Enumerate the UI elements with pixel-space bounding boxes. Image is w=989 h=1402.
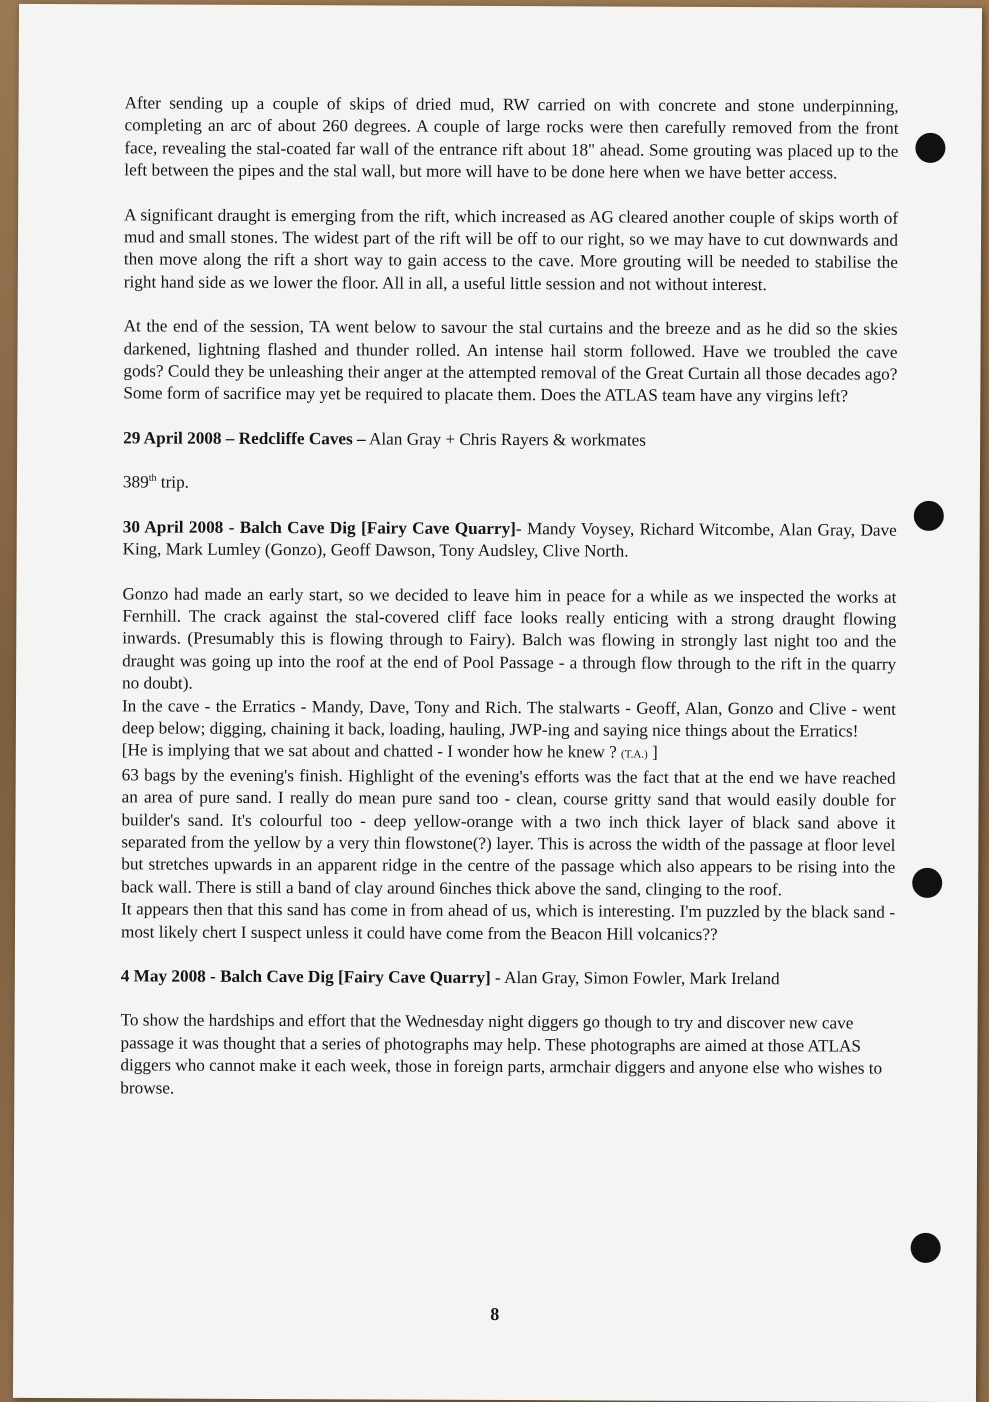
paragraph: [He is implying that we sat about and chatted - I wonder how he knew ? (T.A.) ] [121,740,658,763]
entry-people: Alan Gray + Chris Rayers & workmates [365,429,647,450]
punch-hole [912,868,942,898]
entry-heading-line [123,427,897,453]
paragraph: A significant draught is emerging from the rift, which increased as AG cleared another couple of skips worth of mud and small stones. The widest part of the rift will be off to our right, so we may have to cut downwards and then move along the rift a short way to gain access to the cave. More grouting will be needed to stabilise the right hand side as we lower the floor. All in all, a useful little session and not without interest. [123,204,899,295]
entry-people: - Mandy Voysey, Richard Witcombe, Alan Gray, Dave King, Mark Lumley (Gonzo), Geoff Dawson, Tony Audsley, Clive North. [122,518,897,561]
document-page [13,4,982,1402]
entry-heading: 29 April 2008 – Redcliffe Caves – [123,428,366,449]
paragraph: To show the hardships and effort that the Wednesday night diggers go though to try and discover new cave passage it was thought that a series of photographs may help. These photographs are aimed at those ATLAS diggers who cannot make it each week, those in foreign parts, armchair diggers and anyone else who wishes to browse. [120,1010,883,1098]
initials: (T.A.) [621,748,648,761]
document-body [120,92,898,1124]
entry-heading-line [121,965,895,991]
entry-heading: 30 April 2008 - Balch Cave Dig [Fairy Cave Quarry] [122,517,516,538]
punch-hole [911,1233,941,1263]
page-number: 8 [490,1303,500,1325]
paragraph: After sending up a couple of skips of dried mud, RW carried on with concrete and stone underpinning, completing an arc of about 260 degrees. A couple of large rocks were then carefully removed from the front face, revealing the stal-coated far wall of the entrance rift about 18" ahead. Some grouting was placed up to the left between the pipes and the stal wall, but more will have to be done here when we have better access. [124,93,899,183]
entry-people: - Alan Gray, Simon Fowler, Mark Ireland [490,967,780,989]
paragraph: Gonzo had made an early start, so we decided to leave him in peace for a while as we inspected the works at Fernhill. The crack against the stal-covered cliff face looks really enticing with a strong draught flowing inwards. (Presumably this is flowing through to Fairy). Balch was flowing in strongly last night too and the draught was going up into the roof at the end of Pool Passage - a through flow through to the rift in the quarry no doubt). [122,583,897,693]
entry-heading: 4 May 2008 - Balch Cave Dig [Fairy Cave Quarry] [120,966,491,987]
entry-heading-line [123,516,897,564]
paragraph: At the end of the session, TA went below to savour the stal curtains and the breeze and as he did so the skies darkened, lightning flashed and thunder rolled. An intense hail storm followed. Have we troubled the cave gods? Could they be unleashing their anger at the attempted removal of the Great Curtain all those decades ago? Some form of sacrifice may yet be required to placate them. Does the ATLAS team have any virgins left? [123,316,898,406]
paragraph: In the cave - the Erratics - Mandy, Dave, Tony and Rich. The stalwarts - Geoff, Alan, Gonzo and Clive - went deep below; digging, chaining it back, loading, hauling, JWP-ing and saying nice things about the Erratics! [121,695,897,741]
paragraph: 63 bags by the evening's finish. Highlight of the evening's efforts was the fact that at the end we have reached an area of pure sand. I really do mean pure sand too - clean, course gritty sand that would easily double for builder's sand. It's colourful too - deep yellow-orange with a two inch thick layer of black sand above it separated from the yellow by a very thin flowstone(?) layer. This is across the width of the passage at floor level but stretches upwards in an apparent ridge in the centre of the passage which also appears to be rising into the back wall. There is still a band of clay around 6inches thick above the sand, clinging to the roof. [121,765,896,900]
paragraph: It appears then that this sand has come in from ahead of us, which is interesting. I'm puzzled by the black sand - most likely chert I suspect unless it could have come from the Beacon Hill volcanics?? [120,899,896,944]
trip-count: 389th trip. [122,472,190,492]
punch-hole [915,133,945,163]
punch-hole [914,501,944,531]
